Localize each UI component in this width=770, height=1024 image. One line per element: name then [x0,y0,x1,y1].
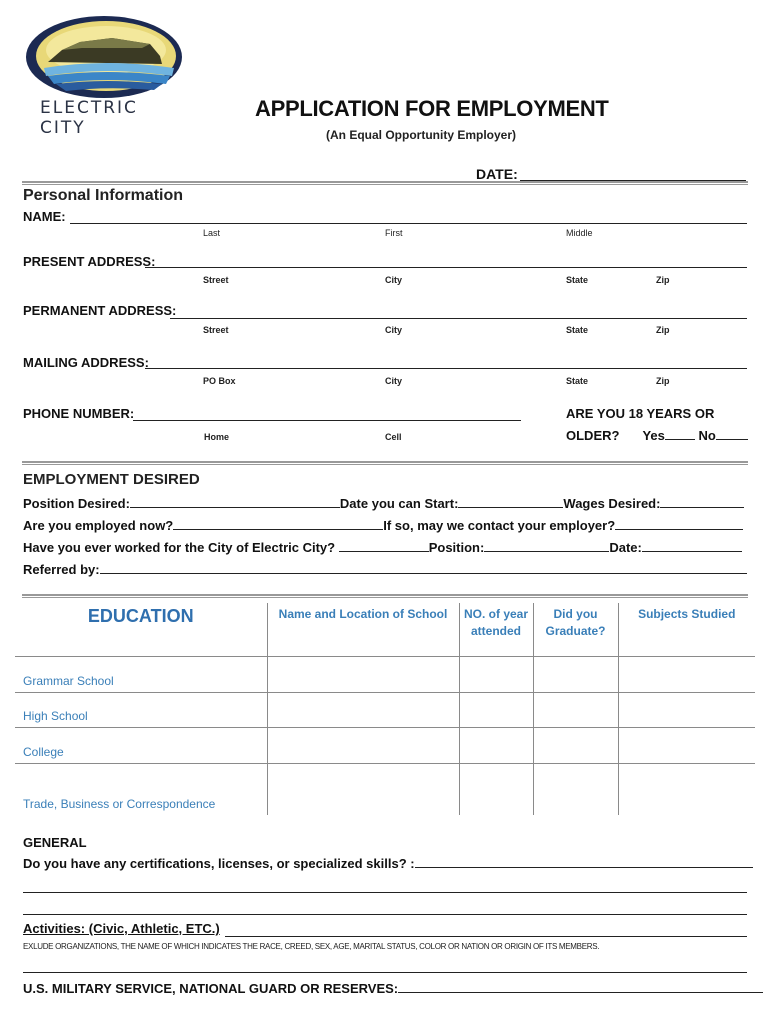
activities-label: Activities: (Civic, Athletic, ETC.) [23,921,220,936]
employment-row-3 [23,540,742,555]
name-first-caption: First [385,228,403,238]
row-label-college: College [15,727,267,763]
permanent-street-caption: Street [203,325,229,335]
age-yes-label: Yes [642,428,665,443]
contact-employer-field[interactable] [615,518,743,530]
personal-info-heading: Personal Information [23,187,184,204]
mailing-pobox-caption: PO Box [203,376,236,386]
employed-now-label: Are you employed now? [23,518,174,533]
college-years-cell[interactable] [459,727,533,763]
permanent-address-label: PERMANENT ADDRESS: [23,303,177,318]
college-graduate-cell[interactable] [533,727,618,763]
trade-graduate-cell[interactable] [533,763,618,815]
date-worked-label: Date: [609,540,642,555]
military-row [23,981,763,996]
contact-employer-label: If so, may we contact your employer? [383,518,616,533]
column-header-school: Name and Location of School [267,603,459,656]
table-row [15,727,755,763]
form-title: APPLICATION FOR EMPLOYMENT [255,96,609,121]
education-title: EDUCATION [87,606,194,626]
column-header-subjects: Subjects Studied [618,603,755,656]
position-desired-label: Position Desired: [23,496,130,511]
age-no-field[interactable] [716,428,748,440]
wages-field[interactable] [660,496,744,508]
name-field[interactable] [70,223,747,224]
general-heading: GENERAL [23,835,87,850]
high-school-graduate-cell[interactable] [533,692,618,727]
present-zip-caption: Zip [656,275,670,285]
college-name-cell[interactable] [267,727,459,763]
wages-label: Wages Desired: [563,496,661,511]
date-label: DATE: [476,166,518,182]
employment-row-2 [23,518,743,533]
high-school-years-cell[interactable] [459,692,533,727]
trade-name-cell[interactable] [267,763,459,815]
present-address-label: PRESENT ADDRESS: [23,254,156,269]
mailing-state-caption: State [566,376,589,386]
present-city-caption: City [385,275,403,285]
date-worked-field[interactable] [642,540,742,552]
military-label: U.S. MILITARY SERVICE, NATIONAL GUARD OR RESERVES: [23,981,399,996]
employment-heading: EMPLOYMENT DESIRED [23,471,200,488]
form-subtitle: (An Equal Opportunity Employer) [326,128,517,142]
education-table [15,603,755,815]
high-school-name-cell[interactable] [267,692,459,727]
certifications-field[interactable] [415,856,753,868]
exclude-note: EXLUDE ORGANIZATIONS, THE NAME OF WHICH INDICATES THE RACE, CREED, SEX, AGE, MARITAL STATUS, COLOR OR NATION OR ORIGIN OF ITS MEMBERS. [23,942,600,951]
grammar-years-cell[interactable] [459,656,533,692]
present-street-caption: Street [203,275,229,285]
name-middle-caption: Middle [566,228,593,238]
permanent-zip-caption: Zip [656,325,670,335]
activities-field[interactable] [225,936,747,937]
column-header-graduate: Did you Graduate? [533,603,618,656]
table-row [15,763,755,815]
referred-by-field[interactable] [100,562,747,574]
column-header-years: NO. of year attended [459,603,533,656]
electric-city-logo [22,12,187,138]
phone-label: PHONE NUMBER: [23,406,135,421]
certifications-label: Do you have any certifications, licenses, or specialized skills? : [23,856,415,871]
table-row [15,656,755,692]
start-date-label: Date you can Start: [339,496,459,511]
age-yes-field[interactable] [665,428,695,440]
table-row [15,692,755,727]
activities-line-2[interactable] [23,972,747,973]
mailing-zip-caption: Zip [656,376,670,386]
logo-emblem [22,12,187,102]
age-question-older: OLDER? [566,428,620,443]
row-label-grammar: Grammar School [15,656,267,692]
logo-city-text: ELECTRIC CITY [40,98,138,138]
grammar-school-name-cell[interactable] [267,656,459,692]
education-title-cell [15,603,267,656]
name-last-caption: Last [203,228,221,238]
row-label-high-school: High School [15,692,267,727]
phone-field[interactable] [133,420,521,421]
high-school-subjects-cell[interactable] [618,692,755,727]
college-subjects-cell[interactable] [618,727,755,763]
present-address-field[interactable] [145,267,747,268]
mailing-city-caption: City [385,376,403,386]
start-date-field[interactable] [458,496,563,508]
age-no-label: No [698,428,716,443]
mailing-address-field[interactable] [145,368,747,369]
name-label: NAME: [23,209,66,224]
permanent-address-field[interactable] [170,318,747,319]
divider [22,594,748,598]
phone-cell-caption: Cell [385,432,402,442]
certifications-row [23,856,753,871]
education-header-row [15,603,755,656]
activities-row [23,921,220,936]
mailing-address-label: MAILING ADDRESS: [23,355,149,370]
age-question-line2 [566,428,748,443]
phone-home-caption: Home [204,432,230,442]
divider [22,461,748,465]
age-question: ARE YOU 18 YEARS OR [566,406,715,421]
divider [22,181,748,185]
permanent-state-caption: State [566,325,589,335]
certifications-line-2[interactable] [23,892,747,893]
position-field[interactable] [484,540,609,552]
employed-now-field[interactable] [173,518,383,530]
employment-row-4 [23,562,747,577]
present-state-caption: State [566,275,589,285]
military-field[interactable] [398,981,763,993]
trade-subjects-cell[interactable] [618,763,755,815]
trade-years-cell[interactable] [459,763,533,815]
referred-by-label: Referred by: [23,562,100,577]
worked-city-label: Have you ever worked for the City of Electric City? [23,540,336,555]
position-desired-field[interactable] [130,496,340,508]
worked-city-field[interactable] [339,540,429,552]
permanent-city-caption: City [385,325,403,335]
grammar-subjects-cell[interactable] [618,656,755,692]
employment-row-1 [23,496,744,511]
row-label-trade: Trade, Business or Correspondence [15,763,267,815]
position-label: Position: [428,540,485,555]
grammar-graduate-cell[interactable] [533,656,618,692]
certifications-line-3[interactable] [23,914,747,915]
